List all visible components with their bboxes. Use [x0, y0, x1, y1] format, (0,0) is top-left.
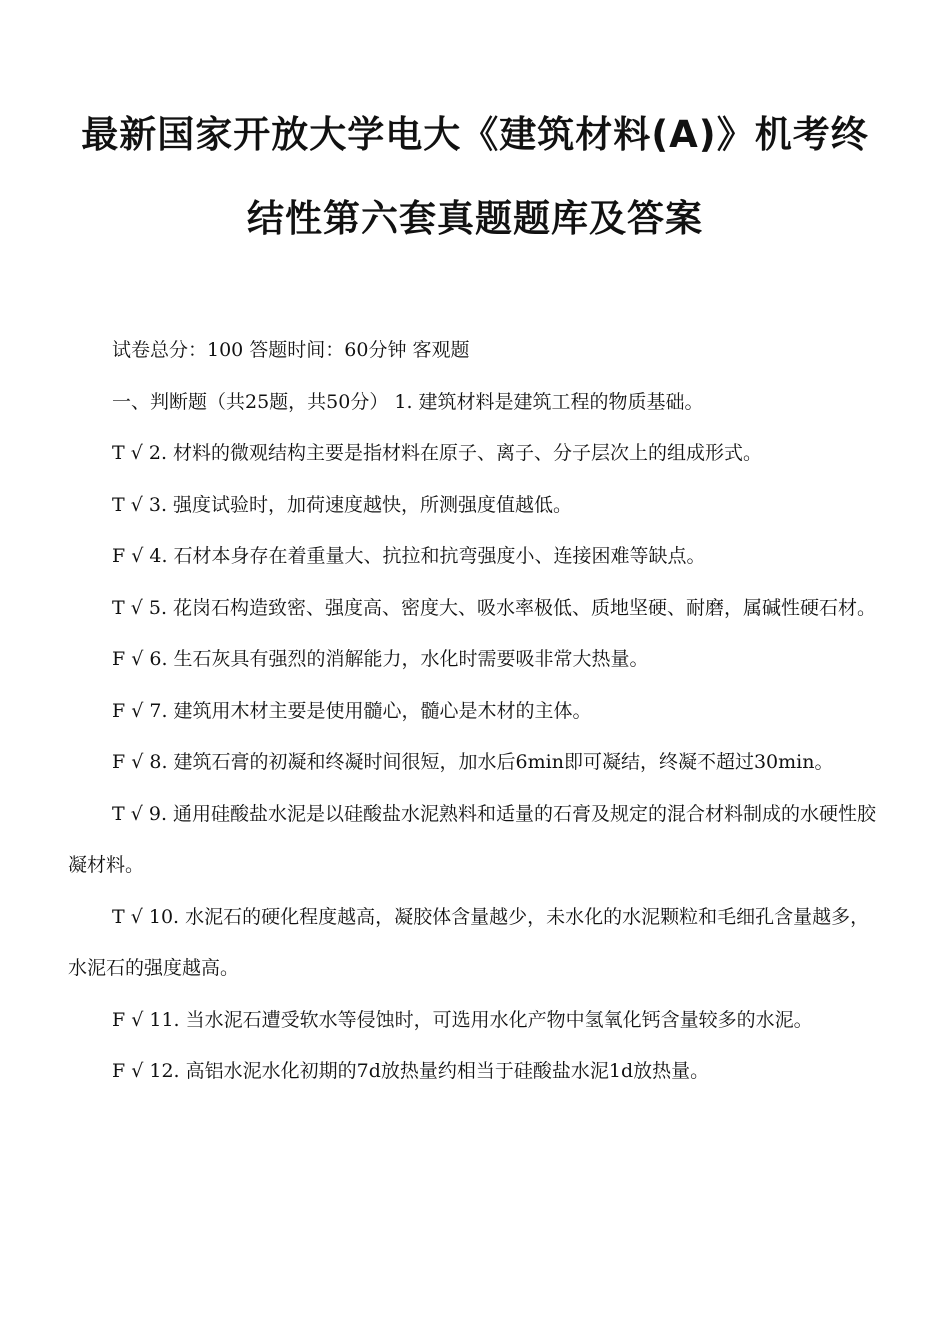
question-paragraph: F √ 4. 石材本身存在着重量大、抗拉和抗弯强度小、连接困难等缺点。	[112, 545, 706, 567]
question-paragraph: F √ 8. 建筑石膏的初凝和终凝时间很短，加水后6min即可凝结，终凝不超过30min。	[112, 751, 834, 773]
question-paragraph: T √ 9. 通用硅酸盐水泥是以硅酸盐水泥熟料和适量的石膏及规定的混合材料制成的水硬性胶凝材料。	[68, 802, 877, 876]
question-paragraph: F √ 11. 当水泥石遭受软水等侵蚀时，可选用水化产物中氢氧化钙含量较多的水泥。	[112, 1008, 813, 1031]
question-paragraph: F √ 6. 生石灰具有强烈的消解能力，水化时需要吸非常大热量。	[112, 648, 649, 670]
question-paragraph: F √ 7. 建筑用木材主要是使用髓心，髓心是木材的主体。	[112, 699, 592, 722]
question-paragraph: T √ 2. 材料的微观结构主要是指材料在原子、离子、分子层次上的组成形式。	[112, 442, 763, 464]
document-title-line-2: 结性第六套真题题库及答案	[247, 197, 703, 240]
document-title-line-1: 最新国家开放大学电大《建筑材料(A)》机考终	[81, 113, 869, 156]
question-paragraph: F √ 12. 高铝水泥水化初期的7d放热量约相当于硅酸盐水泥1d放热量。	[112, 1060, 710, 1082]
exam-summary: 试卷总分：100 答题时间：60分钟 客观题	[112, 339, 470, 361]
document-body	[68, 325, 888, 1098]
question-paragraph: 一、判断题（共25题，共50分） 1. 建筑材料是建筑工程的物质基础。	[112, 390, 704, 413]
question-paragraph: T √ 5. 花岗石构造致密、强度高、密度大、吸水率极低、质地坚硬、耐磨，属碱性硬石材。	[112, 596, 877, 619]
question-paragraph: T √ 3. 强度试验时，加荷速度越快，所测强度值越低。	[112, 493, 573, 516]
question-paragraph: T √ 10. 水泥石的硬化程度越高，凝胶体含量越少，未水化的水泥颗粒和毛细孔含量越多，水泥石的强度越高。	[68, 905, 870, 979]
